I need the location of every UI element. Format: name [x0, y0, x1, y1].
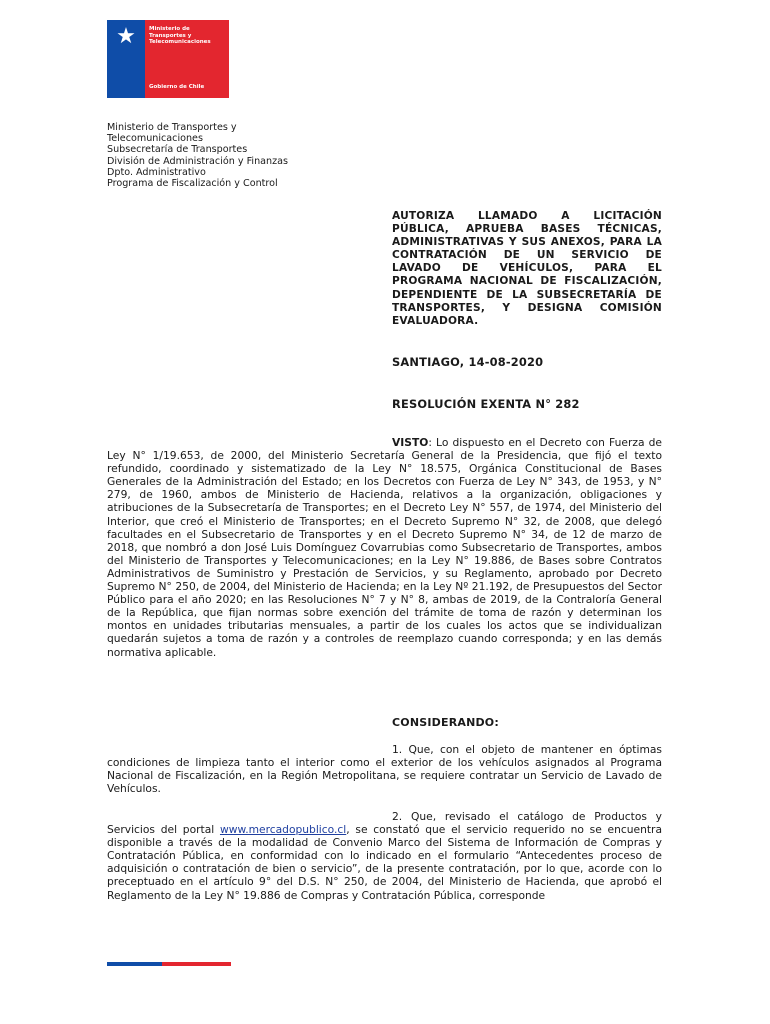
government-logo	[107, 20, 229, 98]
paragraph-2-before: 2. Que, revisado el catálogo de Productos y Servicios del portal	[107, 810, 662, 837]
visto-text: : Lo dispuesto en el Decreto con Fuerza de Ley N° 1/19.653, de 2000, del Ministerio Secretaría General de la Presidencia, que fijó el texto refundido, coordinado y sistematizado de la Ley N° 18.575, Orgánica Constitucional de Bases Generales de la Administración del Estado; en los Decretos con Fuerza de Ley N° 343, de 1953, y N° 279, de 1960, ambos de Ministerio de Hacienda, relativos a la organización, obligaciones y atribuciones de la Subsecretaría de Transportes; en el Decreto Ley N° 557, de 1974, del Ministerio del Interior, que creó el Ministerio de Transportes; en el Decreto Supremo N° 32, de 2008, que delegó facultades en el Subsecretario de Transportes y en el Decreto Supremo N° 34, de 12 de marzo de 2018, que nombró a don José Luis Domínguez Covarrubias como Subsecretario de Transportes, ambos del Ministerio de Transportes y Telecomunicaciones; en la Ley N° 19.886, de Bases sobre Contratos Administrativos de Suministro y Prestación de Servicios, y su Reglamento, aprobado por Decreto Supremo N° 250, de 2004, del Ministerio de Hacienda; en la Ley Nº 21.192, de Presupuestos del Sector Público para el año 2020; en las Resoluciones N° 7 y N° 8, ambas de 2019, de la Contraloría General de la República, que fijan normas sobre exención del trámite de toma de razón y determinan los montos en unidades tributarias mensuales, a partir de los cuales los actos que se individualizan quedarán sujetos a toma de razón y a controles de reemplazo cuando corresponda; y en las demás normativa aplicable.	[107, 436, 662, 659]
footer-color-bar	[107, 962, 231, 966]
logo-blue-block	[107, 20, 145, 98]
office-line: Subsecretaría de Transportes	[107, 144, 248, 156]
coat-of-arms-icon: ★	[116, 24, 136, 49]
mercadopublico-link[interactable]: www.mercadopublico.cl	[219, 823, 347, 837]
visto-label: VISTO	[392, 436, 429, 449]
considerando-heading: CONSIDERANDO:	[392, 716, 499, 729]
issuing-office	[107, 122, 288, 189]
office-line: Ministerio de Transportes y	[107, 122, 237, 133]
resolution-number: RESOLUCIÓN EXENTA N° 282	[392, 397, 580, 411]
resolution-title: AUTORIZA LLAMADO A LICITACIÓN PÚBLICA, APRUEBA BASES TÉCNICAS, ADMINISTRATIVAS Y SUS ANEXOS, PARA LA CONTRATACIÓN DE UN SERVICIO DE LAVADO DE VEHÍCULOS, PARA EL PROGRAMA NACIONAL DE FISCALIZACIÓN, DEPENDIENTE DE LA SUBSECRETARÍA DE TRANSPORTES, Y DESIGNA COMISIÓN EVALUADORA.	[392, 210, 662, 327]
footer-bar-blue	[107, 962, 162, 966]
logo-ministry-text: Ministerio de Transportes y Telecomunicaciones	[149, 26, 211, 45]
office-line: Dpto. Administrativo	[107, 166, 206, 178]
office-line: Programa de Fiscalización y Control	[107, 178, 278, 190]
paragraph-2-after: , se constató que el servicio requerido no se encuentra disponible a través de la modalidad de Convenio Marco del Sistema de Información de Compras y Contratación Pública, en conformidad con lo indicado en el formulario “Antecedentes proceso de adquisición o contratación de bien o servicio”, de la presente contratación, por lo que, acorde con lo preceptuado en el artículo 9° del D.S. N° 250, de 2004, del Ministerio de Hacienda, que aprobó el Reglamento de la Ley N° 19.886 de Compras y Contratación Pública, corresponde	[107, 823, 662, 902]
office-line: División de Administración y Finanzas	[107, 155, 289, 167]
resolution-date: SANTIAGO, 14-08-2020	[392, 355, 544, 369]
logo-government-text: Gobierno de Chile	[149, 84, 205, 90]
office-line: Telecomunicaciones	[107, 133, 203, 145]
considerando-paragraph-1: 1. Que, con el objeto de mantener en óptimas condiciones de limpieza tanto el interior como el exterior de los vehículos asignados al Programa Nacional de Fiscalización, en la Región Metropolitana, se requiere contratar un Servicio de Lavado de Vehículos.	[107, 743, 662, 796]
visto-paragraph	[107, 436, 662, 659]
footer-bar-red	[162, 962, 231, 966]
considerando-paragraph-2	[107, 810, 662, 902]
